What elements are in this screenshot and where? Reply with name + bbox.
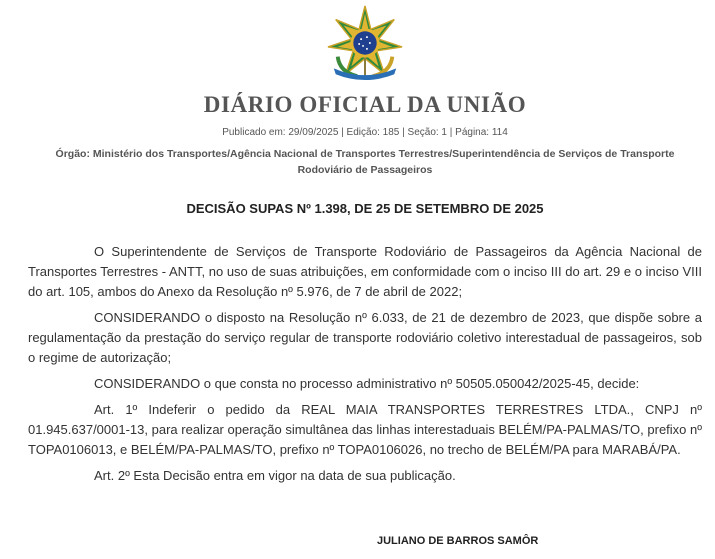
paragraph: CONSIDERANDO o que consta no processo administrativo nº 50505.050042/2025-45, decide:	[94, 376, 640, 391]
issuing-body: Órgão: Ministério dos Transportes/Agência Nacional de Transportes Terrestres/Superintendência de Serviços de Transporte Rodoviário de Passageiros	[55, 148, 675, 176]
paragraph: Art. 1º Indeferir o pedido da REAL MAIA TRANSPORTES TERRESTRES LTDA., CNPJ nº 01.945.637/0001-13, para realizar operação simultânea das linhas interestaduais BELÉM/PA-PALMAS/TO, prefixo nº TOPA0106013, e BELÉM/PA-PALMAS/TO, prefixo nº TOPA0106026, no trecho de BELÉM/PA para MARABÁ/PA.	[28, 402, 702, 457]
signature: JULIANO DE BARROS SAMÔR	[377, 535, 539, 547]
page-title: DIÁRIO OFICIAL DA UNIÃO	[203, 92, 527, 117]
document-body	[28, 242, 702, 492]
decision-title: DECISÃO SUPAS Nº 1.398, DE 25 DE SETEMBRO DE 2025	[186, 201, 544, 216]
paragraph: O Superintendente de Serviços de Transporte Rodoviário de Passageiros da Agência Nacional de Transportes Terrestres - ANTT, no uso de suas atribuições, em conformidade com o inciso III do art. 29 e o inciso VIII do art. 105, ambos do Anexo da Resolução nº 5.976, de 7 de abril de 2022;	[28, 244, 702, 299]
paragraph: Art. 2º Esta Decisão entra em vigor na data de sua publicação.	[94, 468, 456, 483]
publication-info: Publicado em: 29/09/2025 | Edição: 185 | Seção: 1 | Página: 114	[222, 127, 508, 138]
brazil-coat-of-arms-icon	[326, 4, 404, 82]
paragraph: CONSIDERANDO o disposto na Resolução nº 6.033, de 21 de dezembro de 2023, que dispõe sobre a regulamentação da prestação do serviço regular de transporte rodoviário coletivo interestadual de passageiros, sob o regime de autorização;	[28, 310, 702, 365]
